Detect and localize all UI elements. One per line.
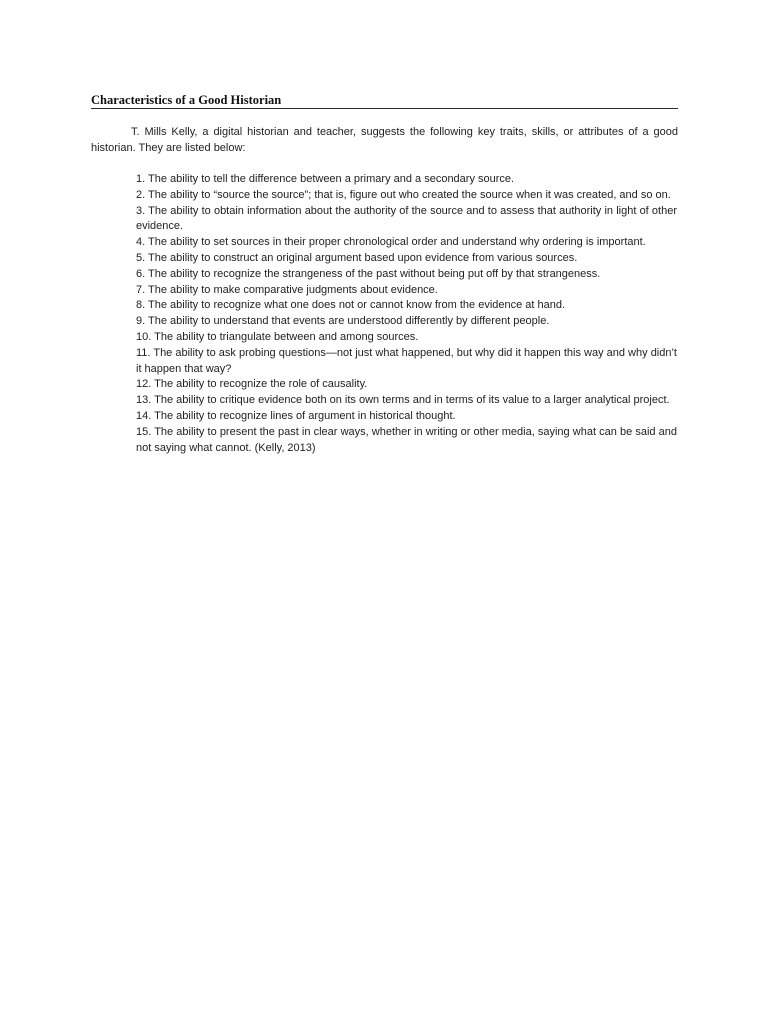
list-item: 15. The ability to present the past in clear ways, whether in writing or other media, saying what can be said and not saying what cannot. (Kelly, 2013) <box>136 425 677 454</box>
list-item: 12. The ability to recognize the role of causality. <box>136 378 368 391</box>
list-item: 8. The ability to recognize what one does not or cannot know from the evidence at hand. <box>136 299 566 312</box>
list-item: 9. The ability to understand that events are understood differently by different people. <box>136 315 550 328</box>
list-item: 2. The ability to “source the source”; that is, figure out who created the source when it was created, and so on. <box>136 188 671 201</box>
list-item: 14. The ability to recognize lines of argument in historical thought. <box>136 409 456 422</box>
list-item: 4. The ability to set sources in their proper chronological order and understand why ordering is important. <box>136 236 646 249</box>
list-item: 11. The ability to ask probing questions—not just what happened, but why did it happen this way and why didn’t it happen that way? <box>136 346 677 375</box>
list-item: 7. The ability to make comparative judgments about evidence. <box>136 283 438 296</box>
list-item: 3. The ability to obtain information about the authority of the source and to assess that authority in light of other evidence. <box>136 204 677 233</box>
intro-paragraph: T. Mills Kelly, a digital historian and teacher, suggests the following key traits, skills, or attributes of a good historian. They are listed below: <box>91 126 678 154</box>
document-title: Characteristics of a Good Historian <box>91 93 282 107</box>
list-item: 5. The ability to construct an original argument based upon evidence from various sources. <box>136 251 578 264</box>
list-item: 10. The ability to triangulate between and among sources. <box>136 330 419 343</box>
list-item: 1. The ability to tell the difference between a primary and a secondary source. <box>136 173 515 185</box>
list-item: 13. The ability to critique evidence both on its own terms and in terms of its value to a larger analytical project. <box>136 394 670 407</box>
title-rule <box>91 93 678 109</box>
list-item: 6. The ability to recognize the strangeness of the past without being put off by that strangeness. <box>136 267 601 280</box>
traits-list <box>136 172 677 456</box>
